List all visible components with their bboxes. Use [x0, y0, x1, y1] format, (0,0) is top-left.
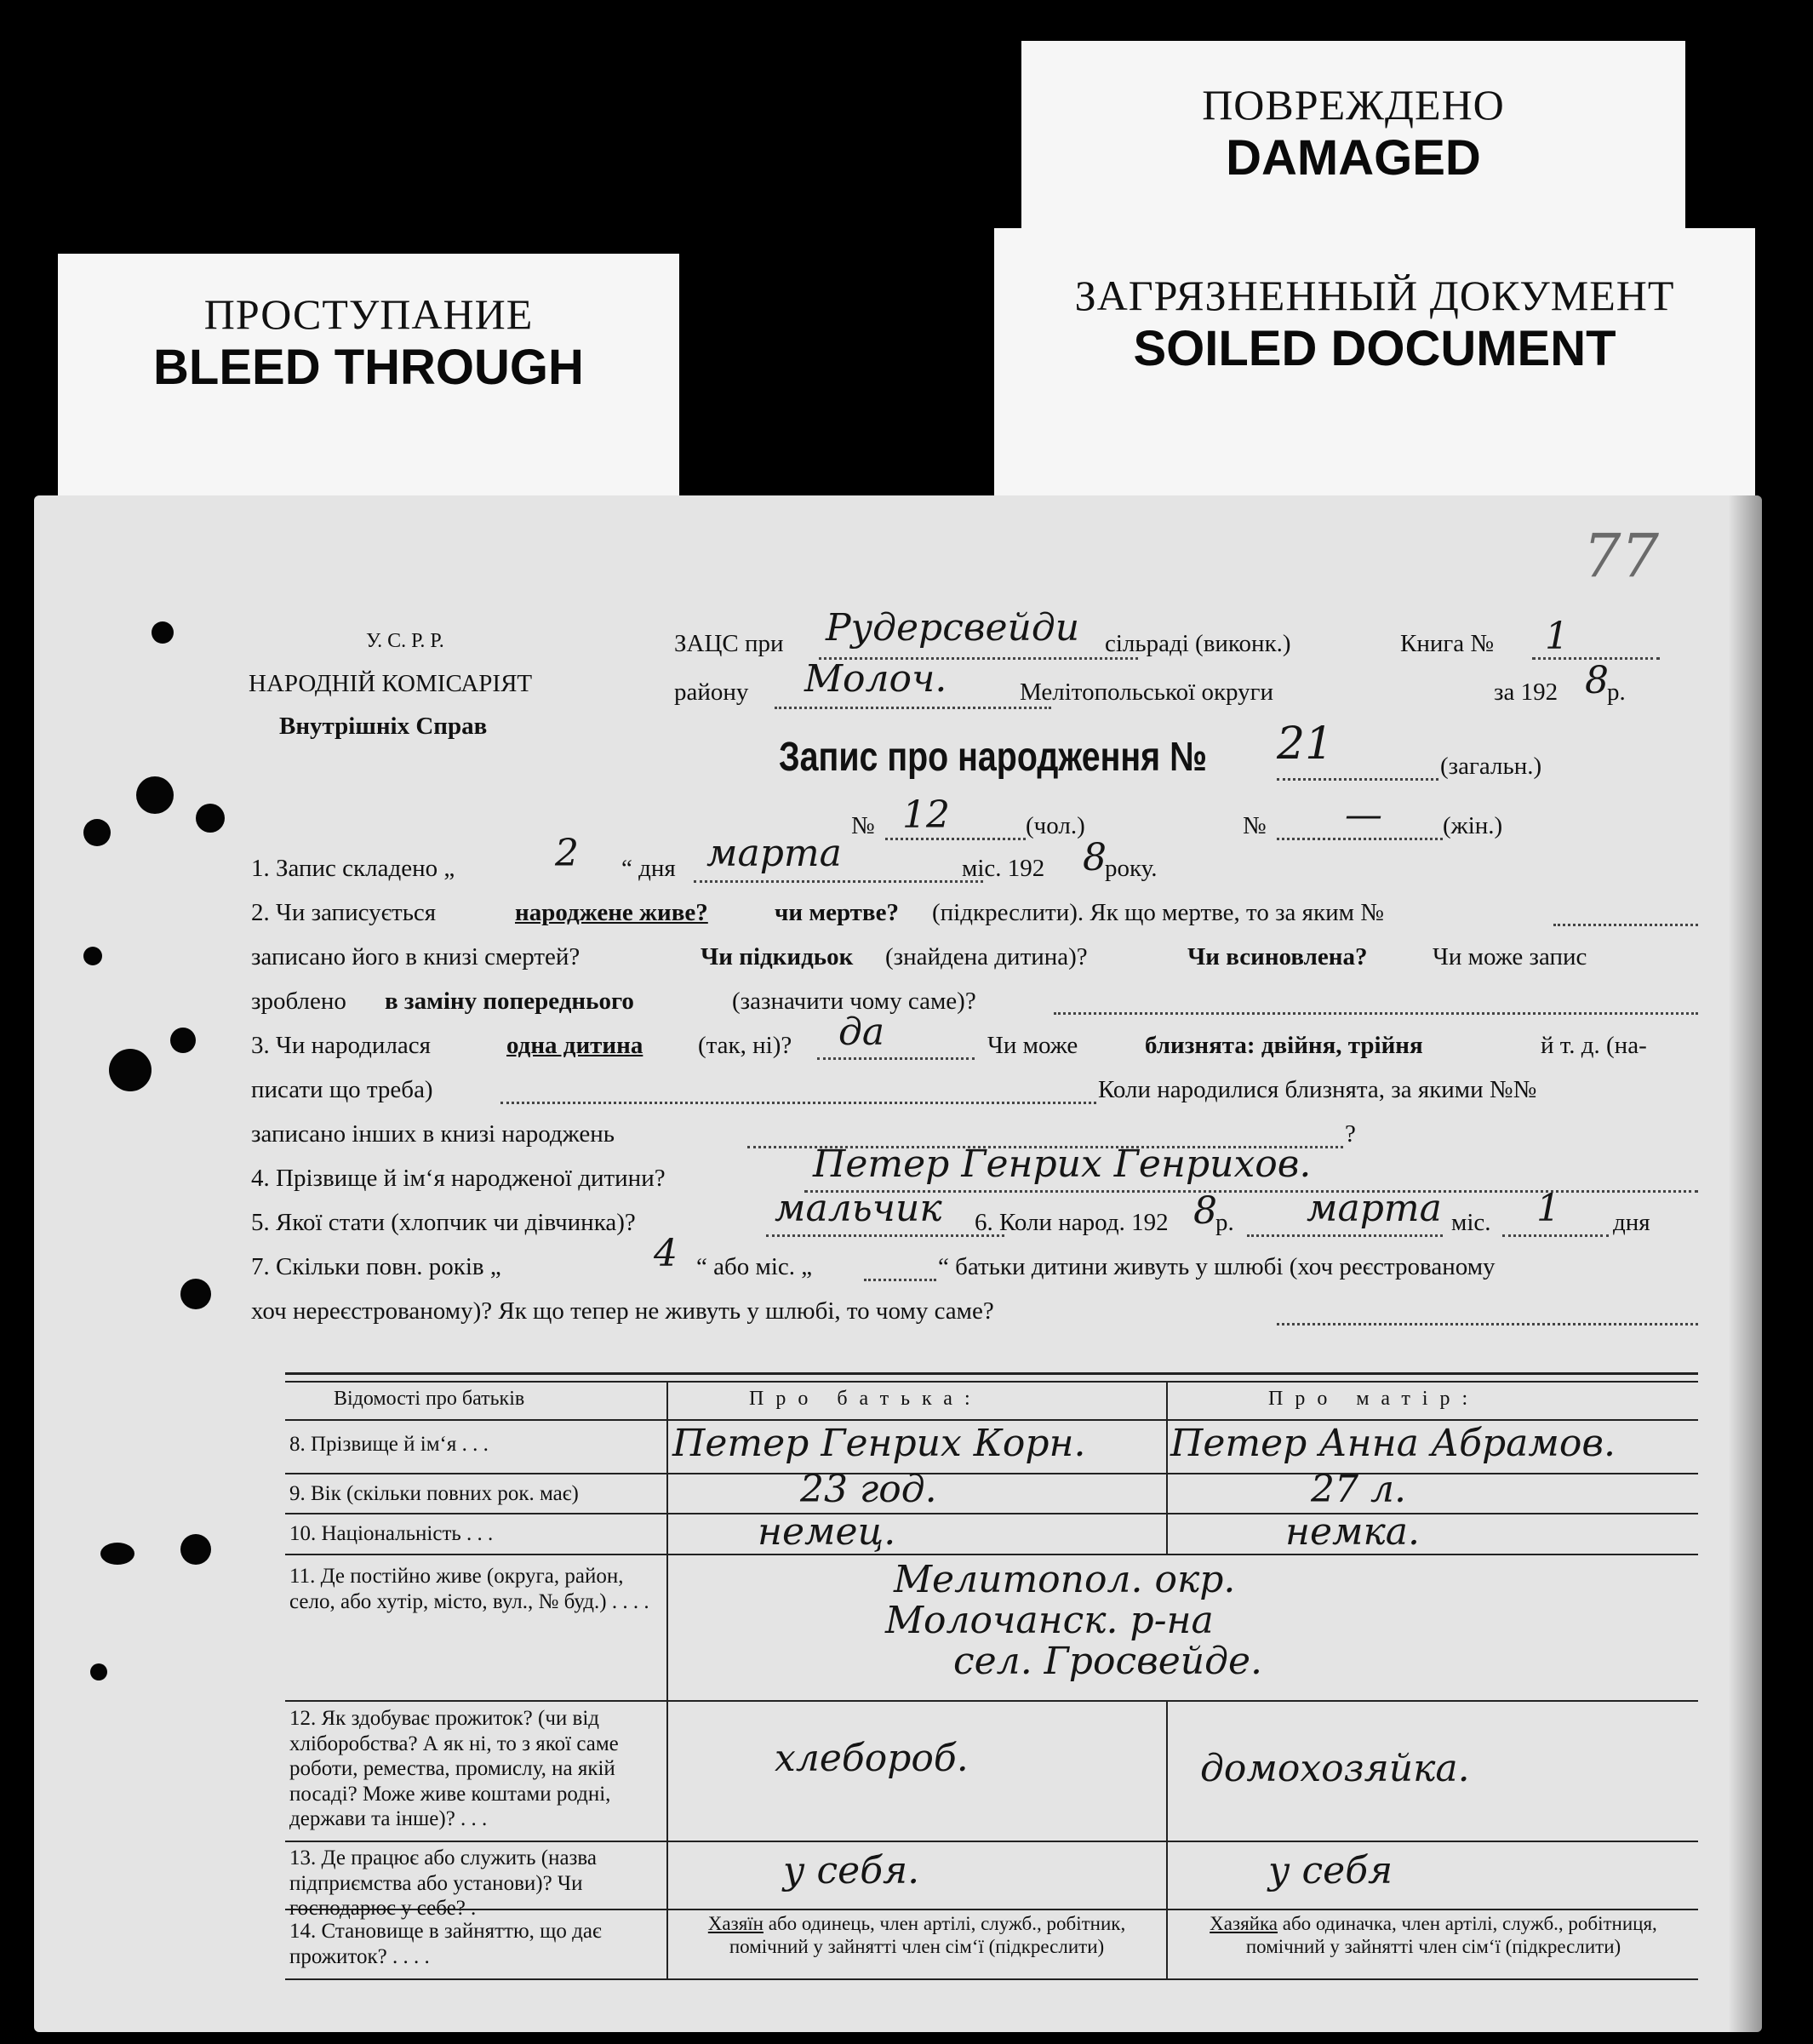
zags-suffix: сільраді (виконк.) [1105, 630, 1291, 657]
q2-line2-e: Чи може запис [1433, 943, 1587, 970]
female-label: (жін.) [1443, 812, 1503, 839]
q2-replacement: в заміну попереднього [385, 988, 634, 1015]
q1-year: 8 [1083, 836, 1107, 879]
row-8-mother: Петер Анна Абрамов. [1170, 1422, 1616, 1465]
q2-alive: народжене живе? [515, 899, 708, 926]
q3-line3-a: записано інших в книзі народжень [251, 1120, 615, 1148]
punch-hole [83, 819, 111, 846]
q2-line3-a: зроблено [251, 988, 346, 1015]
col-header-mother: Про матір: [1268, 1388, 1480, 1410]
q3-one-child: одна дитина [506, 1032, 643, 1059]
q3-line1-c: (так, ні)? [698, 1032, 792, 1059]
q1-month: марта [706, 832, 842, 875]
q3-line1-f: й т. д. (на- [1541, 1032, 1647, 1059]
q2-line1-d: (підкреслити). Як що мертве, то за яким № [932, 899, 1384, 926]
punch-hole [170, 1028, 196, 1053]
punch-hole [100, 1543, 134, 1565]
label-en: BLEED THROUGH [153, 340, 584, 395]
q2-foundling: Чи підкидьок [701, 943, 854, 970]
record-title: Запис про народження № [779, 735, 1207, 780]
q2-line1-a: 2. Чи записується [251, 899, 437, 926]
q7-line1-c: “ батьки дитини живуть у шлюбі (хоч реєстрованому [938, 1253, 1496, 1280]
punch-hole [180, 1279, 211, 1309]
row-14-father [674, 1912, 1159, 1958]
year-prefix: за 192 [1494, 678, 1558, 706]
row-8-label: 8. Прізвище й ім‘я . . . [289, 1433, 489, 1456]
okruha: Мелітопольської округи [1020, 678, 1274, 706]
record-number: 21 [1277, 719, 1334, 770]
q2-dead: чи мертве? [775, 899, 899, 926]
row-11-line2: Молочанск. р-на [885, 1599, 1214, 1642]
female-number: — [1345, 793, 1382, 837]
row-14-father-owner: Хазяїн [707, 1913, 764, 1934]
commissariat: НАРОДНІЙ КОМІСАРІЯТ [249, 670, 533, 697]
q2-line2-c: (знайдена дитина)? [885, 943, 1088, 970]
bleed-through-label [58, 254, 679, 509]
zags-prefix: ЗАЦС при [674, 630, 784, 657]
row-11-line1: Мелитопол. окр. [894, 1558, 1236, 1601]
q7-line1-a: 7. Скільки повн. років „ [251, 1253, 501, 1280]
q7-line1-b: “ або міс. „ [696, 1253, 813, 1280]
row-9-mother: 27 л. [1311, 1468, 1406, 1511]
q1-text-d: року. [1105, 855, 1158, 882]
row-10-father: немец. [758, 1510, 896, 1554]
female-no-label: № [1243, 812, 1267, 839]
usrr: У. С. Р. Р. [366, 630, 444, 652]
punch-hole [136, 776, 174, 814]
q1-text-c: міс. 192 [962, 855, 1045, 882]
punch-hole [196, 804, 225, 833]
row-14-mother [1173, 1912, 1694, 1958]
q1-text-a: 1. Запис складено „ [251, 855, 455, 882]
punch-hole [109, 1049, 152, 1091]
row-12-label: 12. Як здобуває прожиток? (чи від хліборобства? А як ні, то з якої саме роботи, ремества, промислу, на якій посаді? Може живе коштами родні, держави та інше)? . . . [289, 1707, 619, 1830]
label-ru: ЗАГРЯЗНЕННЫЙ ДОКУМЕНТ [1074, 272, 1675, 319]
district-label: району [674, 678, 749, 706]
row-9-label: 9. Вік (скільки повних рок. має) [289, 1482, 579, 1505]
q4-answer: Петер Генрих Генрихов. [813, 1142, 1312, 1186]
male-label: (чол.) [1026, 812, 1085, 839]
row-11-line3: сел. Гросвейде. [953, 1640, 1262, 1683]
label-ru: ПРОСТУПАНИЕ [203, 290, 534, 338]
row-13-label: 13. Де працює або служить (назва підприємства або установи)? Чи господарює у себе? . [289, 1846, 597, 1920]
row-13-mother: у себя [1268, 1849, 1393, 1892]
q6-text-c: міс. [1451, 1209, 1491, 1236]
punch-hole [180, 1534, 211, 1565]
soiled-document-label [994, 228, 1755, 501]
q2-line3-c: (зазначити чому саме)? [732, 988, 976, 1015]
row-14-father-options: або одинець, член артілі, служб., робітник, помічний у зайнятті член сім‘ї (підкреслити) [729, 1913, 1126, 1958]
row-12-father: хлебороб. [775, 1737, 969, 1780]
punch-hole [152, 621, 174, 644]
q1-text-b: “ дня [621, 855, 676, 882]
district-value: Молоч. [804, 657, 947, 701]
q3-line2-b: Коли народилися близнята, за якими №№ [1098, 1076, 1537, 1103]
q7-years: 4 [654, 1232, 678, 1275]
q6-year: 8 [1193, 1189, 1217, 1233]
male-number: 12 [902, 793, 950, 837]
q3-twins: близнята: двійня, трійня [1145, 1032, 1423, 1059]
book-number: 1 [1545, 615, 1569, 658]
birth-record-form [34, 495, 1762, 2032]
row-14-mother-options: або одиначка, член артілі, служб., робітниця, помічний у зайнятті член сім‘ї (підкреслити) [1245, 1913, 1657, 1958]
q3-line3-b: ? [1345, 1120, 1356, 1148]
zags-village: Рудерсвейди [826, 606, 1080, 650]
row-8-father: Петер Генрих Корн. [672, 1422, 1086, 1465]
q5-answer: мальчик [775, 1187, 942, 1230]
year-suffix: р. [1607, 678, 1626, 706]
year-value: 8 [1585, 659, 1609, 702]
male-no-label: № [851, 812, 875, 839]
q3-line1-d: Чи може [987, 1032, 1078, 1059]
q4-text: 4. Прізвище й ім‘я народженої дитини? [251, 1165, 666, 1192]
general-label: (загальн.) [1440, 753, 1542, 780]
book-label: Книга № [1400, 630, 1495, 657]
q6-text-a: 6. Коли народ. 192 [975, 1209, 1169, 1236]
archive-number: 77 [1583, 521, 1660, 591]
q6-text-d: дня [1613, 1209, 1650, 1236]
q6-text-b: р. [1215, 1209, 1234, 1236]
row-10-mother: немка. [1285, 1510, 1420, 1554]
q6-day: 1 [1536, 1187, 1560, 1230]
label-en: SOILED DOCUMENT [1133, 321, 1616, 376]
col-header-parents: Відомості про батьків [334, 1388, 525, 1410]
label-en: DAMAGED [1226, 130, 1481, 186]
q3-line1-a: 3. Чи народилася [251, 1032, 432, 1059]
row-13-father: у себя. [783, 1849, 920, 1892]
punch-hole [83, 947, 102, 965]
row-14-mother-owner: Хазяйка [1210, 1913, 1278, 1934]
row-14-label: 14. Становище в зайняттю, що дає прожиток? . . . . [289, 1920, 602, 1968]
punch-hole [90, 1663, 107, 1680]
q3-line2-a: писати що треба) [251, 1076, 433, 1103]
q5-text: 5. Якої стати (хлопчик чи дівчинка)? [251, 1209, 636, 1236]
q2-adopted: Чи всиновлена? [1187, 943, 1368, 970]
row-10-label: 10. Національність . . . [289, 1522, 494, 1545]
q2-line2-a: записано його в книзі смертей? [251, 943, 581, 970]
q7-line2: хоч нереєстрованому)? Як що тепер не живуть у шлюбі, то чому саме? [251, 1297, 994, 1325]
q6-month: марта [1307, 1187, 1442, 1230]
q1-day: 2 [555, 832, 579, 875]
damaged-label [1021, 41, 1685, 237]
internal-affairs: Внутрішніх Справ [279, 713, 488, 740]
col-header-father: Про батька: [749, 1388, 982, 1410]
row-11-label: 11. Де постійно живе (округа, район, село, або хутір, місто, вул., № буд.) . . . . [289, 1565, 649, 1613]
q3-answer: да [838, 1011, 885, 1054]
row-12-mother: домохозяйка. [1200, 1747, 1470, 1790]
label-ru: ПОВРЕЖДЕНО [1202, 81, 1505, 129]
row-9-father: 23 год. [800, 1468, 937, 1511]
